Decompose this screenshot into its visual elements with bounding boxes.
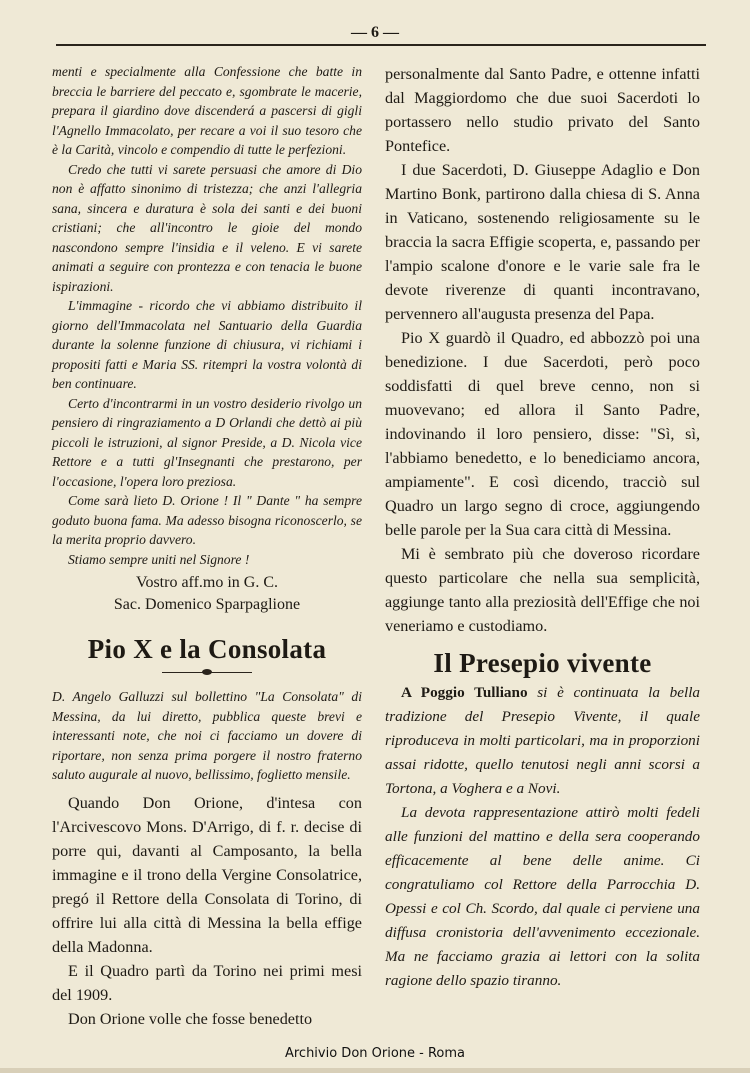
article-paragraph: personalmente dal Santo Padre, e ottenne infatti dal Maggiordomo che due suoi Sacerdoti lo portassero nello studio privato del Santo Pontefice. bbox=[385, 65, 700, 155]
letter-paragraph: menti e specialmente alla Confessione che batte in breccia le barriere del peccato e, sgombrate le macerie, prepara il giardino dove discenderá a pascersi di gigli l'Agnello Immacolato, per recare a voi il suo tesoro che è la Carità, vincolo e compendio di tutte le perfezioni. bbox=[52, 64, 362, 157]
signature-greeting: Vostro aff.mo in G. C. bbox=[135, 574, 279, 591]
letter-paragraph: Come sarà lieto D. Orione ! Il " Dante " ha sempre goduto buona fama. Ma adesso bisogna riconoscerlo, se la merita proprio davvero. bbox=[52, 493, 362, 547]
signature-name: Sac. Domenico Sparpaglione bbox=[113, 596, 301, 613]
article-paragraph: Don Orione volle che fosse benedetto bbox=[68, 1009, 313, 1028]
archive-footer: Archivio Don Orione - Roma bbox=[284, 1046, 466, 1061]
letter-paragraph: L'immagine - ricordo che vi abbiamo distribuito il giorno dell'Immacolata nel Santuario della Guardia durante la solenne funzione di chiusura, vi richiami i propositi fatti e Maria SS. ritempri la vostra volontà di ben continuare. bbox=[52, 298, 362, 391]
letter-paragraph: Certo d'incontrarmi in un vostro desiderio rivolgo un pensiero di ringraziamento a D Orlandi che dettò ai più piccoli le istruzioni, al signor Preside, a D. Nicola vice Rettore e a tutti gl'Insegnanti che prestarono, per l'occasione, l'opera loro preziosa. bbox=[52, 395, 362, 489]
presepio-paragraph: La devota rappresentazione attirò molti fedeli alle funzioni del mattino e della sera cooperando efficacemente al bene delle anime. Ci congratuliamo col Rettore della Parrocchia D. Opessi e col Ch. Scordo, dal quale ci perviene una diffusa cronistoria dell'avvenimento eccezionale. Ma ne facciamo grazia ai lettori con la solita ragione dello spazio tiranno. bbox=[385, 804, 700, 989]
article-paragraph: Pio X guardò il Quadro, ed abbozzò poi una benedizione. I due Sacerdoti, però poco soddisfatti di quel breve cenno, non si muovevano; ed allora il Santo Padre, indovinando il loro pensiero, disse: "Sì, sì, l'abbiamo benedetto, e lo benediciamo ancora, ampiamente". E così dicendo, tracciò sul Quadro un largo segno di croce, aggiungendo belle parole per la Sua cara città di Messina. bbox=[385, 329, 700, 539]
article-paragraph: Quando Don Orione, d'intesa con l'Arcivescovo Mons. D'Arrigo, di f. r. decise di porre qui, davanti al Camposanto, la bella immagine e il trono della Vergine Consolatrice, pregó il Rettore della Consolata di Torino, di offrire lui alla città di Messina la bella effige della Madonna. bbox=[52, 793, 362, 956]
right-column bbox=[385, 62, 700, 993]
letter-paragraph: Credo che tutti vi sarete persuasi che amore di Dio non è affatto sinonimo di tristezza; che anzi l'allegria sana, sincera e duratura è sola dei santi e dei buoni cristiani; che all'incontro le gioie del mondo nascondono sempre l'insidia e il veleno. E vi sarete animati a seguire con prontezza e con tenacia le buone ispirazioni. bbox=[52, 161, 362, 294]
article-title-pio-x: Pio X e la Consolata bbox=[87, 634, 327, 664]
footer-bar bbox=[0, 1068, 750, 1073]
title-ornament bbox=[162, 669, 252, 677]
letter-paragraph: Stiamo sempre uniti nel Signore ! bbox=[68, 551, 250, 567]
left-column bbox=[52, 62, 362, 1031]
presepio-lead: A Poggio Tulliano bbox=[401, 684, 528, 701]
article-intro: D. Angelo Galluzzi sul bollettino "La Consolata" di Messina, da lui diretto, pubblica queste brevi e interessanti note, che noi ci facciamo un dovere di riportare, non senza prima porgere il nostro fraterno saluto augurale al nuovo, bellissimo, foglietto mensile. bbox=[52, 689, 362, 782]
article-paragraph: I due Sacerdoti, D. Giuseppe Adaglio e Don Martino Bonk, partirono dalla chiesa di S. Anna in Vaticano, sostenendo religiosamente su le braccia la sacra Effigie scoperta, e, passando per l'ampio scalone d'onore e le varie sale fra le devote riverenze di quanti incontravano, pervennero all'augusta presenza del Papa. bbox=[385, 161, 700, 323]
presepio-paragraph bbox=[385, 681, 700, 801]
presepio-text: si è continuata la bella tradizione del Presepio Vivente, il quale riproduceva in molti particolari, ma in proporzioni assai ridotte, quello tenutosi negli anni scorsi a Tortona, a Voghera e a Novi. bbox=[385, 684, 701, 797]
article-paragraph: E il Quadro partì da Torino nei primi mesi del 1909. bbox=[52, 961, 362, 1004]
header-rule bbox=[56, 44, 706, 46]
article-paragraph: Mi è sembrato più che doveroso ricordare questo particolare che nella sua semplicità, aggiunge tanto alla preziosità dell'Effige che noi veneriamo e custodiamo. bbox=[385, 545, 700, 635]
page-number: — 6 — bbox=[351, 24, 399, 41]
article-title-presepio: Il Presepio vivente bbox=[433, 648, 652, 678]
